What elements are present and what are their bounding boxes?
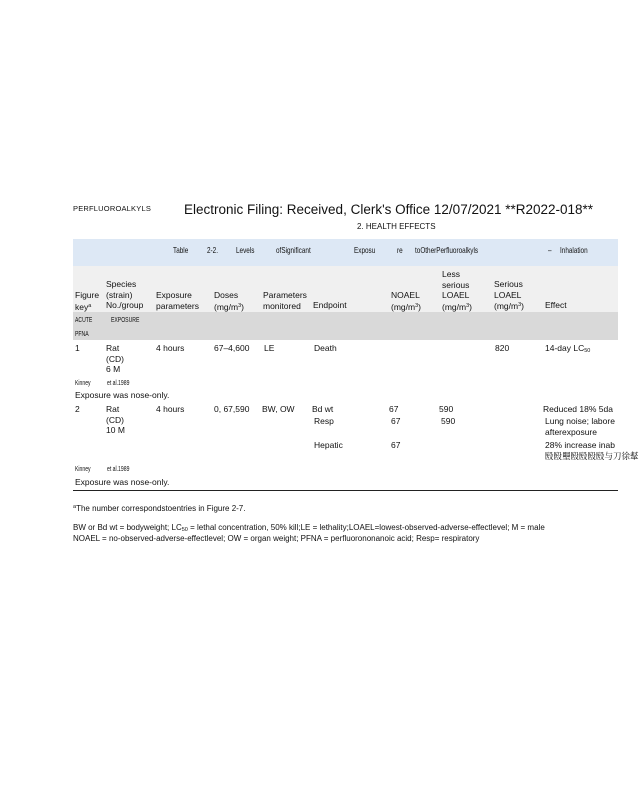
row2-note: Exposure was nose-only. <box>75 477 170 487</box>
acute-exposure-band <box>73 312 618 340</box>
acute-label: ACUTE <box>75 315 93 324</box>
table-title-word: Exposu <box>354 245 376 255</box>
row1-serious-loael: 820 <box>495 343 510 353</box>
row2-noael: 67 <box>391 416 401 426</box>
running-head: PERFLUOROALKYLS <box>73 204 152 213</box>
row2-endpoint: Resp <box>314 416 334 426</box>
abbreviations-line1: BW or Bd wt = bodyweight; $LC_{50}$ = lethal concentration, 50% kill;LE = lethality;LOAEL=lowest-observed-adverse-effectlevel; M = male <box>73 523 545 533</box>
table-title-word: re <box>397 245 403 255</box>
abbreviations-line2: NOAEL = no-observed-adverse-effectlevel; OW = organ weight; PFNA = perfluorononanoic acid; Resp= respiratory <box>73 534 480 543</box>
table-bottom-rule <box>73 490 618 491</box>
row2-key: 2 <box>75 404 80 414</box>
row1-reference-author: Kinney <box>75 378 91 387</box>
row2-parameters: BW, OW <box>262 404 295 414</box>
row2-endpoint: Hepatic <box>314 440 343 450</box>
col-noael: NOAEL $(mg/m^3)$ <box>391 290 421 312</box>
table-title-word: – <box>548 245 552 255</box>
row2-species: Rat (CD) 10 M <box>106 404 125 435</box>
col-figure-key: Figure key$^a$ <box>75 290 100 312</box>
row1-species: Rat (CD) 6 M <box>106 343 124 374</box>
row2-effect: Reduced 18% 5da <box>543 404 613 414</box>
chemical-label: PFNA <box>75 329 89 338</box>
row1-reference-year: et al.1989 <box>107 378 130 387</box>
row2-noael: 67 <box>389 404 399 414</box>
col-effect: Effect <box>545 300 567 310</box>
row1-note: Exposure was nose-only. <box>75 390 170 400</box>
table-title-word: ofSignificant <box>276 245 311 255</box>
col-endpoint: Endpoint <box>313 300 347 310</box>
exposure-label: EXPOSURE <box>111 315 140 324</box>
footnote-a: $^a$The number correspondstoentries in Figure 2-7. <box>73 504 246 513</box>
row2-less-serious-loael: 590 <box>439 404 454 414</box>
col-less-serious-loael: Less serious LOAEL $(mg/m^3)$ <box>442 269 472 312</box>
row1-parameters: LE <box>264 343 275 353</box>
row2-endpoint: Bd wt <box>312 404 334 414</box>
table-title-number: 2-2. <box>207 245 218 255</box>
filing-watermark: Electronic Filing: Received, Clerk's Office 12/07/2021 **R2022-018** <box>184 202 594 217</box>
row2-reference-author: Kinney <box>75 464 91 473</box>
row2-effect: 28% increase inab 殹殹壨殹殹殹殹与刀徐鞤 <box>545 440 639 461</box>
row2-effect: Lung noise; labore afterexposure <box>545 416 615 437</box>
row1-doses: 67–4,600 <box>214 343 250 353</box>
col-serious-loael: Serious LOAEL $(mg/m^3)$ <box>494 279 524 311</box>
table-title-word: Levels <box>236 245 255 255</box>
section-header: 2. HEALTH EFFECTS <box>357 222 436 231</box>
row2-doses: 0, 67,590 <box>214 404 250 414</box>
row2-reference-year: et al.1989 <box>107 464 130 473</box>
col-species: Species (strain) No./group <box>106 279 144 310</box>
col-parameters: Parameters monitored <box>263 290 307 311</box>
table-title-band <box>73 239 618 266</box>
table-title-label: Table <box>173 245 189 255</box>
table-title-word: Inhalation <box>560 245 588 255</box>
row1-exposure: 4 hours <box>156 343 185 353</box>
table-title-word: toOtherPerfluoroalkyls <box>415 245 479 255</box>
column-header-band <box>73 266 618 312</box>
col-exposure: Exposure parameters <box>156 290 199 311</box>
row2-exposure: 4 hours <box>156 404 185 414</box>
row2-less-serious-loael: 590 <box>441 416 456 426</box>
col-doses: Doses $(mg/m^3)$ <box>214 290 244 312</box>
row2-noael: 67 <box>391 440 401 450</box>
row1-endpoint: Death <box>314 343 337 353</box>
row1-effect: 14-day $LC_{50}$ <box>545 343 591 354</box>
row1-key: 1 <box>75 343 80 353</box>
